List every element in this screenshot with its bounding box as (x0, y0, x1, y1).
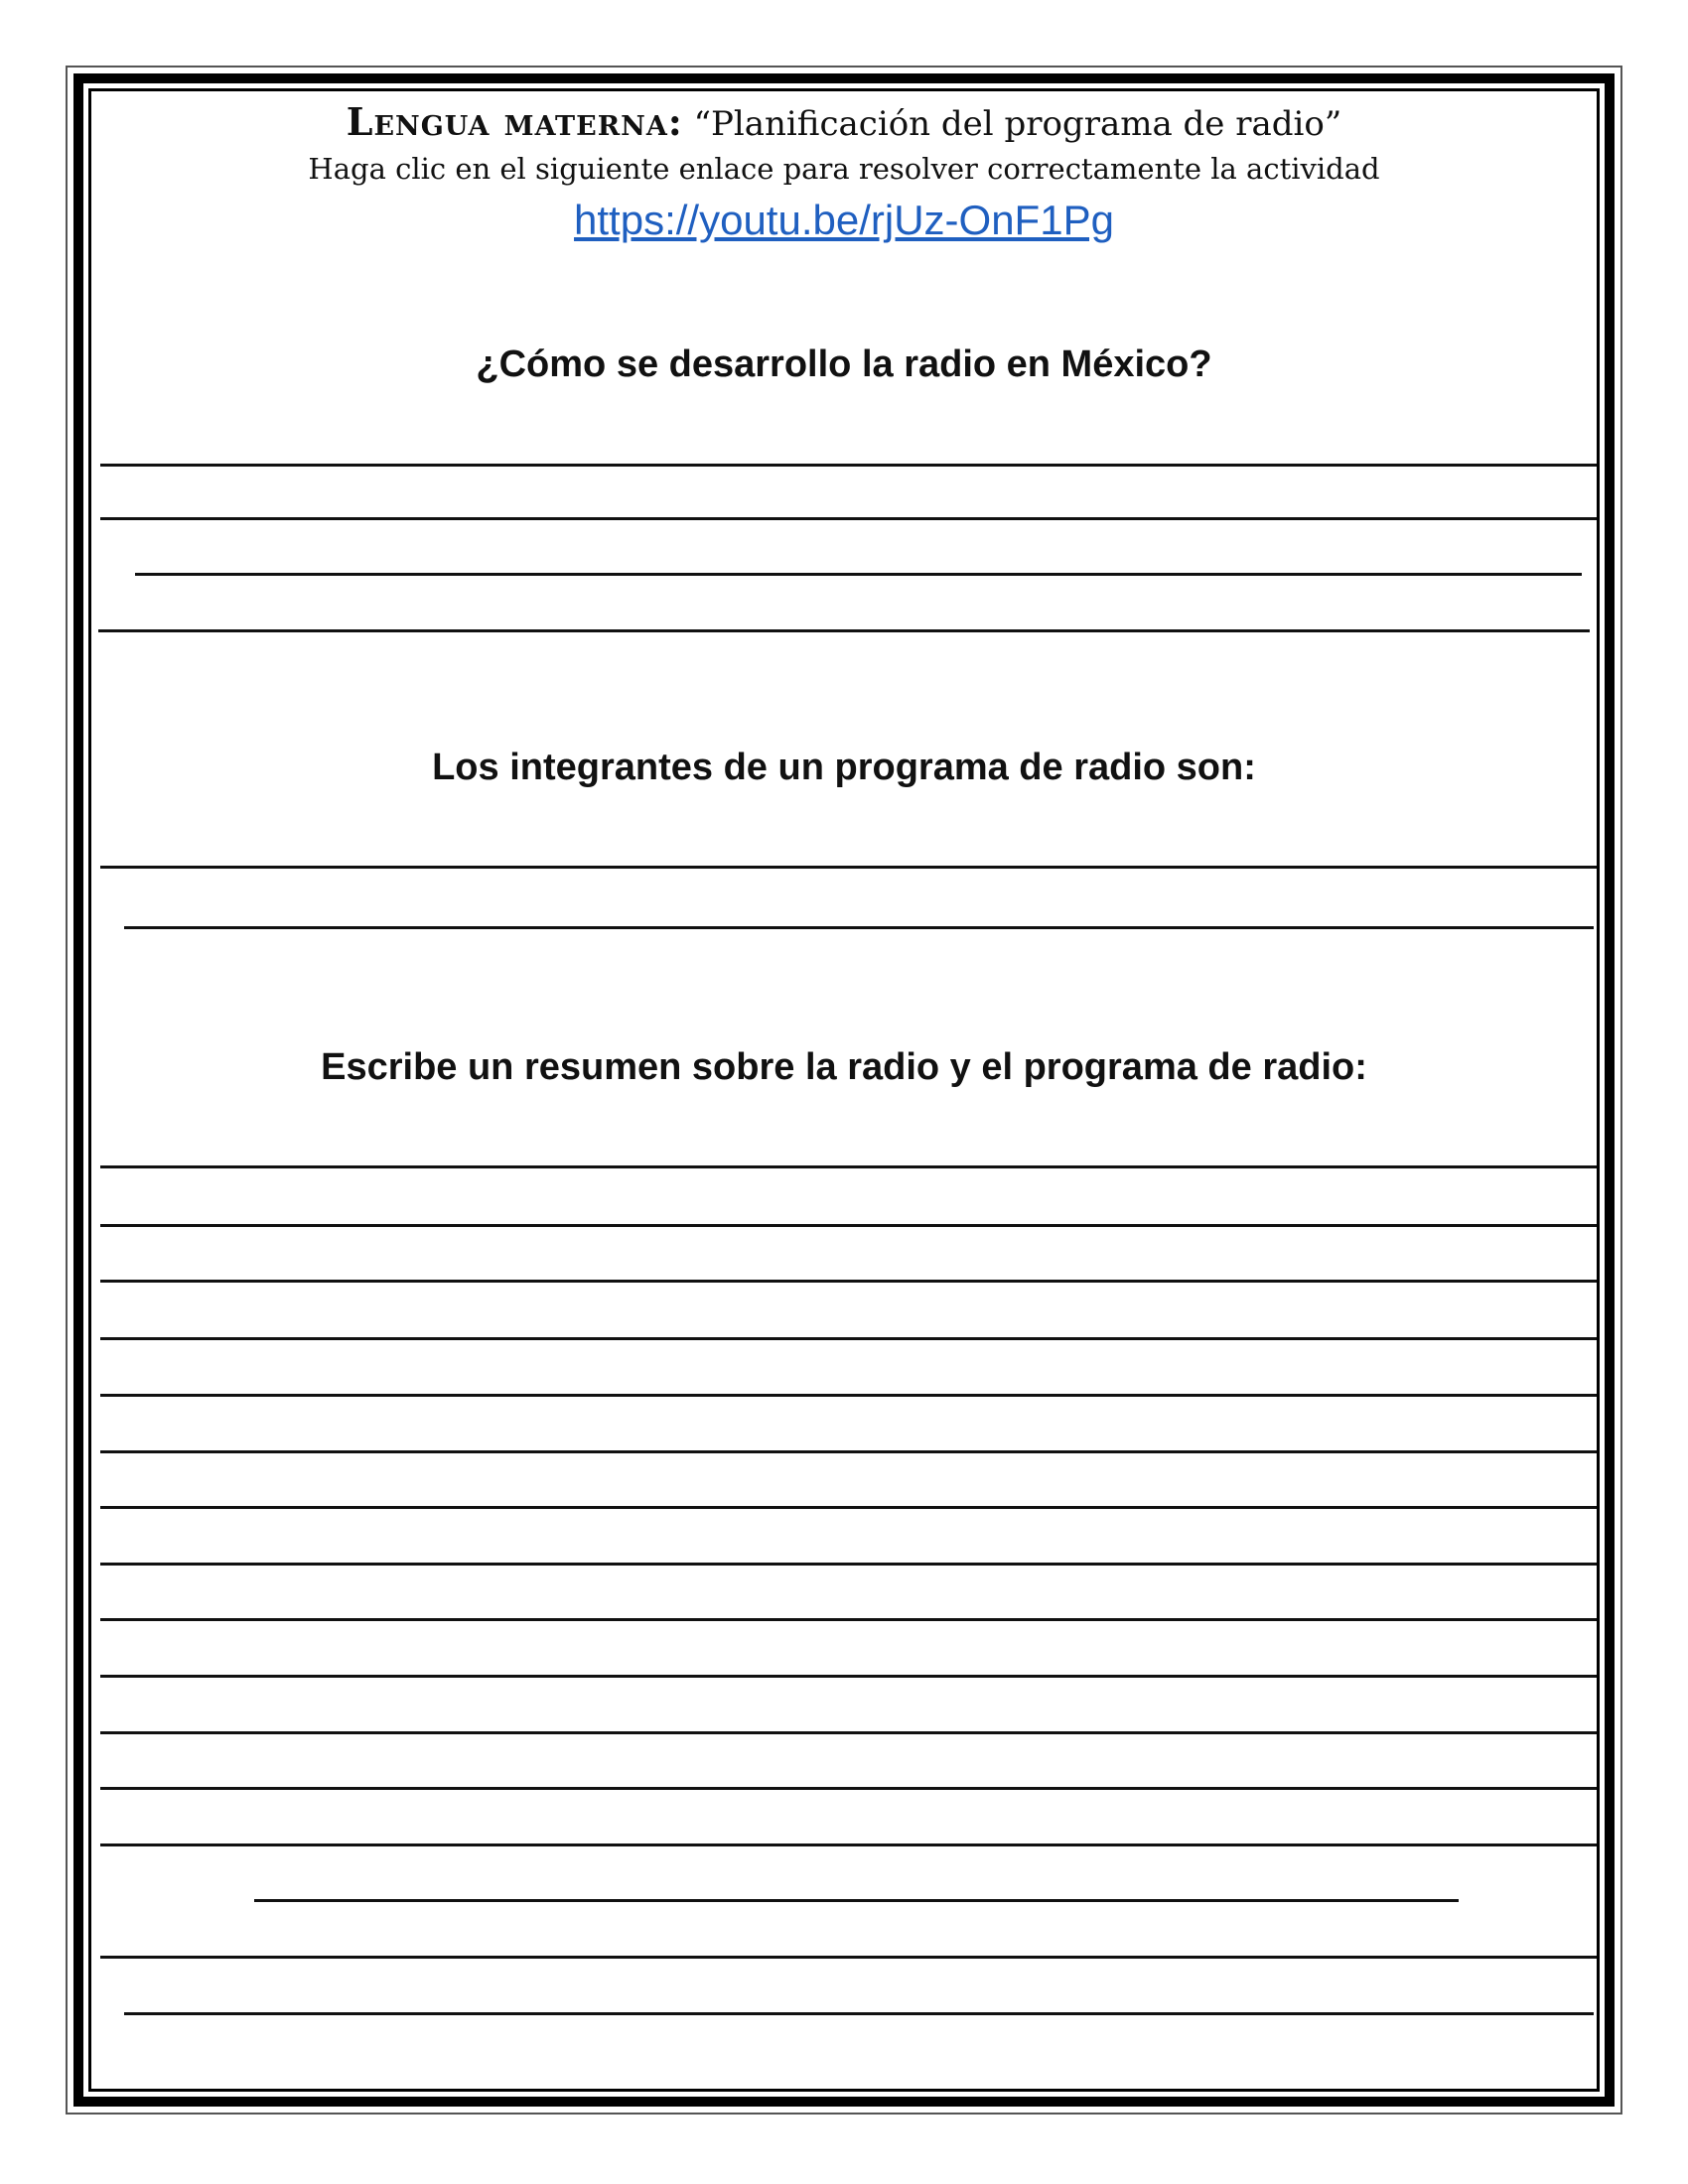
worksheet-header (91, 99, 1597, 248)
answer-line[interactable] (100, 1956, 1597, 1959)
answer-line[interactable] (135, 573, 1582, 576)
answer-line[interactable] (124, 2012, 1594, 2015)
answer-line[interactable] (100, 517, 1597, 520)
answer-line[interactable] (100, 1843, 1597, 1846)
answer-line[interactable] (100, 464, 1597, 467)
video-link[interactable]: https://youtu.be/rjUz-OnF1Pg (574, 197, 1114, 243)
answer-line[interactable] (254, 1899, 1459, 1902)
answer-line[interactable] (100, 1731, 1597, 1734)
question-radio-history: ¿Cómo se desarrollo la radio en México? (476, 343, 1212, 385)
question-radio-members: Los integrantes de un programa de radio son: (432, 747, 1256, 788)
answer-line[interactable] (100, 1224, 1597, 1227)
answer-line[interactable] (100, 1618, 1597, 1621)
question-radio-summary: Escribe un resumen sobre la radio y el programa de radio: (321, 1046, 1367, 1088)
subject-label: Lengua materna: (346, 99, 683, 144)
answer-line[interactable] (100, 1280, 1597, 1283)
page-border-inner (88, 88, 1600, 2092)
answer-line[interactable] (100, 1394, 1597, 1397)
answer-line[interactable] (100, 1337, 1597, 1340)
answer-line[interactable] (100, 1675, 1597, 1678)
answer-line[interactable] (100, 1506, 1597, 1509)
answer-line[interactable] (100, 1165, 1597, 1168)
instruction-text: Haga clic en el siguiente enlace para resolver correctamente la actividad (308, 152, 1380, 186)
worksheet-title (91, 99, 1597, 147)
answer-line[interactable] (98, 629, 1590, 632)
activity-title: “Planificación del programa de radio” (682, 104, 1342, 144)
answer-line[interactable] (100, 1450, 1597, 1453)
answer-line[interactable] (100, 1787, 1597, 1790)
answer-line[interactable] (100, 1563, 1597, 1566)
answer-line[interactable] (100, 866, 1597, 869)
answer-line[interactable] (124, 926, 1594, 929)
